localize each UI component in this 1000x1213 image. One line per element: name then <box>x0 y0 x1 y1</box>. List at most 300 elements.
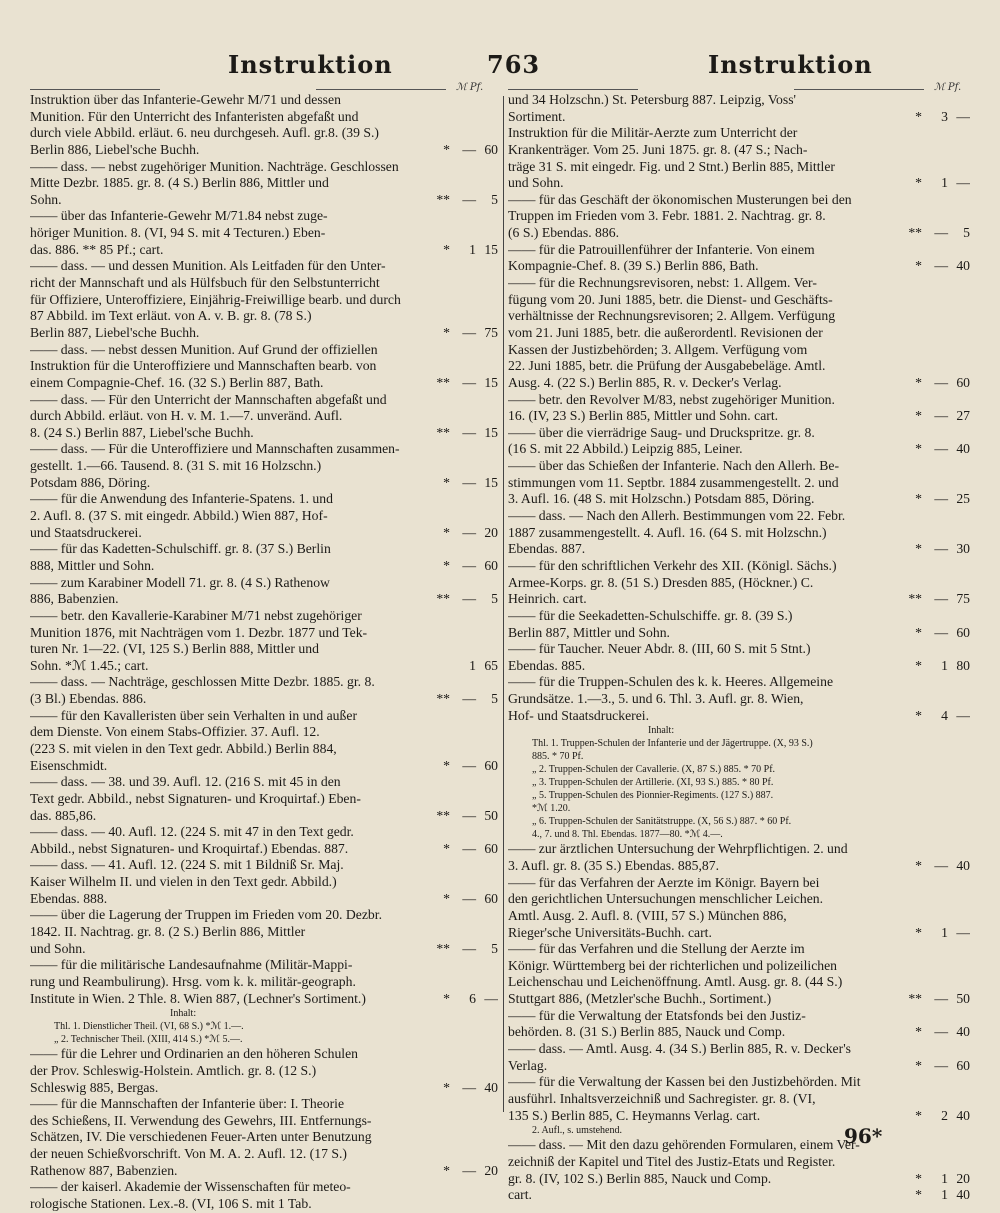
price-mark: * <box>443 474 450 490</box>
price-mark: ** <box>436 374 450 390</box>
entry-text: —— für Taucher. Neuer Abdr. 8. (III, 60 S. mit 5 Stnt.) <box>508 641 811 657</box>
entry-line <box>30 674 498 691</box>
entry-text: —— über das Schießen der Infanterie. Nach den Allerh. Be- <box>508 458 840 474</box>
entry-line <box>508 1024 970 1041</box>
entry-text: ausführl. Inhaltsverzeichniß und Sachregister. gr. 8. (VI, <box>508 1090 816 1106</box>
price-mark-amount: — <box>934 1024 948 1040</box>
entry-line <box>30 491 498 508</box>
entry-text: 22. Juni 1885, betr. die Prüfung der Ausgabebeläge. Amtl. <box>508 358 826 374</box>
price-mark-amount: — <box>934 991 948 1007</box>
entry-line <box>508 875 970 892</box>
entry-text: Instruktion für die Militär-Aerzte zum Unterricht der <box>508 125 798 141</box>
entry-text: und Sohn. <box>30 940 86 956</box>
entry-text: —— dass. — 40. Aufl. 12. (224 S. mit 47 in den Text gedr. <box>30 824 354 840</box>
entry-text: fügung vom 20. Juni 1885, betr. die Dienst- und Geschäfts- <box>508 291 833 307</box>
entry-line <box>508 789 970 802</box>
entry-line <box>508 708 970 725</box>
price-pfennig: 60 <box>484 890 498 906</box>
entry-line <box>30 1196 498 1213</box>
price-mark: ** <box>908 591 922 607</box>
entry-text: zeichniß der Kapitel und Titel des Justiz-Etats und Register. <box>508 1153 836 1169</box>
price-pfennig: — <box>956 707 970 723</box>
price-mark: * <box>915 108 922 124</box>
entry-line <box>508 591 970 608</box>
price-mark: * <box>915 408 922 424</box>
entry-text: dem Dienste. Von einem Stabs-Offizier. 37. Aufl. 12. <box>30 724 320 740</box>
entry-text: 16. (IV, 23 S.) Berlin 885, Mittler und Sohn. cart. <box>508 408 779 424</box>
entry-text: „ 3. Truppen-Schulen der Artillerie. (XI, 93 S.) 885. * 80 Pf. <box>532 777 774 789</box>
entry-line <box>30 358 498 375</box>
entry-text: Kompagnie-Chef. 8. (39 S.) Berlin 886, Bath. <box>508 258 759 274</box>
entry-text: —— zur ärztlichen Untersuchung der Wehrpflichtigen. 2. und <box>508 841 848 857</box>
price-mark-amount: — <box>934 374 948 390</box>
entry-line <box>508 1187 970 1204</box>
entry-text: —— für die Anwendung des Infanterie-Spatens. 1. und <box>30 491 333 507</box>
left-running-head: Instruktion <box>228 50 393 79</box>
entry-line <box>508 541 970 558</box>
left-column <box>30 92 498 1213</box>
entry-line <box>508 776 970 789</box>
entry-text: gr. 8. (IV, 102 S.) Berlin 885, Nauck und Comp. <box>508 1170 772 1186</box>
entry-text: Königr. Württemberg bei der richterlichen und polizeilichen <box>508 957 838 973</box>
price-pfennig: 60 <box>484 757 498 773</box>
entry-text: —— für das Verfahren der Aerzte im Königr. Bayern bei <box>508 874 820 890</box>
price-pfennig: 60 <box>956 374 970 390</box>
price-mark-amount: 4 <box>941 707 948 723</box>
entry-text: Ebendas. 887. <box>508 541 586 557</box>
entry-text: den gerichtlichen Untersuchungen menschlicher Leichen. <box>508 891 824 907</box>
entry-text: —— über die Lagerung der Truppen im Frieden vom 20. Dezbr. <box>30 907 383 923</box>
price-pfennig: 15 <box>484 241 498 257</box>
price-pfennig: — <box>956 108 970 124</box>
price-mark: * <box>915 1107 922 1123</box>
price-pfennig: 15 <box>484 474 498 490</box>
entry-line <box>508 1041 970 1058</box>
price-mark: * <box>915 924 922 940</box>
entry-text: —— betr. den Kavallerie-Karabiner M/71 nebst zugehöriger <box>30 607 362 623</box>
entry-line <box>508 525 970 542</box>
entry-line <box>30 308 498 325</box>
price-mark-amount: — <box>934 258 948 274</box>
entry-line <box>30 1020 498 1033</box>
entry-text: turen Nr. 1—22. (VI, 125 S.) Berlin 888, Mittler und <box>30 641 319 657</box>
entry-line <box>508 1008 970 1025</box>
entry-line <box>30 1179 498 1196</box>
entry-line <box>508 763 970 776</box>
price-mark: ** <box>436 940 450 956</box>
entry-text: —— für die Truppen-Schulen des k. k. Heeres. Allgemeine <box>508 674 834 690</box>
entry-text: und Staatsdruckerei. <box>30 524 142 540</box>
price-pfennig: 60 <box>956 624 970 640</box>
entry-line <box>30 292 498 309</box>
price-pfennig: 40 <box>956 258 970 274</box>
price-mark-amount: — <box>462 474 476 490</box>
entry-line <box>508 125 970 142</box>
price-mark: * <box>915 175 922 191</box>
price-pfennig: — <box>956 924 970 940</box>
entry-line <box>30 541 498 558</box>
price-mark: * <box>443 1162 450 1178</box>
entry-line <box>30 941 498 958</box>
entry-line <box>508 658 970 675</box>
entry-text: Schätzen, IV. Die verschiedenen Feuer-Arten unter Benutzung <box>30 1129 372 1145</box>
price-pfennig: 25 <box>956 491 970 507</box>
price-mark: * <box>915 1170 922 1186</box>
price-pfennig: 40 <box>956 441 970 457</box>
price-mark-amount: — <box>934 857 948 873</box>
entry-line <box>508 1108 970 1125</box>
entry-line <box>508 1124 970 1137</box>
entry-text: und 34 Holzschn.) St. Petersburg 887. Leipzig, Voss' <box>508 92 796 107</box>
entry-text: „ 2. Truppen-Schulen der Cavallerie. (X, 87 S.) 885. * 70 Pf. <box>532 764 776 776</box>
entry-text: —— für die Rechnungsrevisoren, nebst: 1. Allgem. Ver- <box>508 275 817 291</box>
entry-line <box>30 691 498 708</box>
entry-text: —— dass. — Für die Unteroffiziere und Mannschaften zusammen- <box>30 441 400 457</box>
entry-line <box>30 591 498 608</box>
price-mark: * <box>915 1187 922 1203</box>
price-pfennig: 5 <box>963 225 970 241</box>
entry-text: „ 6. Truppen-Schulen der Sanitätstruppe. (X, 56 S.) 887. * 60 Pf. <box>532 816 792 828</box>
entry-line <box>508 828 970 841</box>
entry-text: —— dass. — Nachträge, geschlossen Mitte Dezbr. 1885. gr. 8. <box>30 674 375 690</box>
entry-text: Mitte Dezbr. 1885. gr. 8. (4 S.) Berlin 886, Mittler und <box>30 175 329 191</box>
price-pfennig: 50 <box>484 807 498 823</box>
entry-text: Sortiment. <box>508 108 566 124</box>
price-mark-amount: — <box>462 424 476 440</box>
entry-text: Abbild., nebst Signaturen- und Kroquirtaf.) Ebendas. 887. <box>30 840 349 856</box>
price-pfennig: 5 <box>491 191 498 207</box>
page-number: 763 <box>487 50 541 79</box>
price-mark-amount: — <box>934 624 948 640</box>
entry-text: höriger Munition. 8. (VI, 94 S. mit 4 Tecturen.) Eben- <box>30 225 326 241</box>
entry-line <box>30 1129 498 1146</box>
right-currency-header: ℳ Pf. <box>934 82 962 93</box>
entry-text: —— über die vierrädrige Saug- und Druckspritze. gr. 8. <box>508 424 815 440</box>
entry-text: —— dass. — Nach den Allerh. Bestimmungen vom 22. Febr. <box>508 508 846 524</box>
entry-text: und Sohn. <box>508 175 564 191</box>
price-mark-amount: 1 <box>941 175 948 191</box>
entry-text: Hof- und Staatsdruckerei. <box>508 707 650 723</box>
entry-text: verhältnisse der Rechnungsrevisoren; 2. Allgem. Verfügung <box>508 308 836 324</box>
entry-text: (16 S. mit 22 Abbild.) Leipzig 885, Leiner. <box>508 441 743 457</box>
entry-line <box>30 242 498 259</box>
entry-text: 2. Aufl., s. umstehend. <box>532 1125 622 1137</box>
entry-line <box>30 1063 498 1080</box>
entry-line <box>30 142 498 159</box>
entry-line <box>508 308 970 325</box>
entry-text: richt der Mannschaft und als Hülfsbuch für den Selbstunterricht <box>30 275 380 291</box>
entry-text: —— für die Verwaltung der Kassen bei den Justizbehörden. Mit <box>508 1074 861 1090</box>
entry-text: 1887 zusammengestellt. 4. Aufl. 16. (64 S. mit Holzschn.) <box>508 524 827 540</box>
entry-text: „ 2. Technischer Theil. (XIII, 414 S.) *ℳ 5.—. <box>54 1034 243 1046</box>
entry-line <box>508 674 970 691</box>
entry-line <box>30 159 498 176</box>
entry-line <box>508 475 970 492</box>
entry-line <box>508 1091 970 1108</box>
entry-text: —— für das Verfahren und die Stellung der Aerzte im <box>508 941 805 957</box>
entry-line <box>508 991 970 1008</box>
entry-line <box>508 92 970 109</box>
entry-text: (6 S.) Ebendas. 886. <box>508 225 620 241</box>
price-mark: * <box>443 990 450 1006</box>
price-pfennig: 75 <box>484 324 498 340</box>
price-mark: ** <box>436 691 450 707</box>
price-mark-amount: — <box>462 757 476 773</box>
price-pfennig: 40 <box>956 1024 970 1040</box>
price-mark-amount: — <box>462 691 476 707</box>
entry-text: —— über das Infanterie-Gewehr M/71.84 nebst zuge- <box>30 208 328 224</box>
entry-text: —— dass. — 41. Aufl. 12. (224 S. mit 1 Bildniß Sr. Maj. <box>30 857 344 873</box>
price-mark-amount: — <box>934 541 948 557</box>
entry-line <box>30 258 498 275</box>
price-mark-amount: — <box>462 324 476 340</box>
entry-text: Armee-Korps. gr. 8. (51 S.) Dresden 885, (Höckner.) C. <box>508 574 814 590</box>
entry-line <box>30 425 498 442</box>
entry-text: —— für die Lehrer und Ordinarien an den höheren Schulen <box>30 1046 359 1062</box>
entry-text: Sohn. <box>30 191 62 207</box>
price-mark: * <box>915 374 922 390</box>
entry-text: Kassen der Justizbehörden; 3. Allgem. Verfügung vom <box>508 341 808 357</box>
entry-line <box>30 1080 498 1097</box>
price-mark: * <box>915 857 922 873</box>
price-mark-amount: — <box>462 557 476 573</box>
price-mark: * <box>915 657 922 673</box>
entry-text: 885. * 70 Pf. <box>532 751 584 763</box>
price-pfennig: — <box>484 990 498 1006</box>
price-pfennig: 20 <box>484 1162 498 1178</box>
entry-line <box>508 750 970 763</box>
entry-line <box>30 475 498 492</box>
price-mark-amount: — <box>462 374 476 390</box>
entry-text: *ℳ 1.20. <box>532 803 571 815</box>
entry-text: —— dass. — 38. und 39. Aufl. 12. (216 S. mit 45 in den <box>30 774 341 790</box>
header-rule <box>508 89 638 90</box>
entry-text: Rathenow 887, Babenzien. <box>30 1162 178 1178</box>
price-pfennig: 30 <box>956 541 970 557</box>
price-mark: * <box>443 840 450 856</box>
entry-text: Thl. 1. Dienstlicher Theil. (VI, 68 S.) *ℳ 1.—. <box>54 1021 244 1033</box>
entry-line <box>30 874 498 891</box>
entry-text: 1842. II. Nachtrag. gr. 8. (2 S.) Berlin 886, Mittler <box>30 924 306 940</box>
entry-text: 135 S.) Berlin 885, C. Heymanns Verlag. cart. <box>508 1107 761 1123</box>
entry-text: Ausg. 4. (22 S.) Berlin 885, R. v. Decker's Verlag. <box>508 374 782 390</box>
entry-text: Berlin 886, Liebel'sche Buchh. <box>30 141 200 157</box>
entry-text: das. 886. ** 85 Pf.; cart. <box>30 241 164 257</box>
entry-line <box>508 641 970 658</box>
entry-line <box>30 208 498 225</box>
entry-line <box>30 1007 498 1020</box>
entry-text: —— für das Geschäft der ökonomischen Musterungen bei den <box>508 191 852 207</box>
price-pfennig: 75 <box>956 591 970 607</box>
entry-line <box>508 974 970 991</box>
entry-line <box>508 841 970 858</box>
entry-text: 888, Mittler und Sohn. <box>30 557 155 573</box>
entry-text: Potsdam 886, Döring. <box>30 474 151 490</box>
entry-text: rung und Reambulirung). Hrsg. vom k. k. militär-geograph. <box>30 973 356 989</box>
entry-line <box>30 758 498 775</box>
header-rule <box>794 89 924 90</box>
entry-text: Leichenschau und Leichenöffnung. Amtl. Ausg. gr. 8. (44 S.) <box>508 974 843 990</box>
entry-text: 87 Abbild. im Text erläut. von A. v. B. gr. 8. (78 S.) <box>30 308 312 324</box>
entry-text: 4., 7. und 8. Thl. Ebendas. 1877—80. *ℳ 4.—. <box>532 829 723 841</box>
entry-line <box>508 375 970 392</box>
price-pfennig: 60 <box>484 840 498 856</box>
price-mark-amount: — <box>934 225 948 241</box>
entry-line <box>30 1096 498 1113</box>
entry-text: Rieger'sche Universitäts-Buchh. cart. <box>508 924 712 940</box>
entry-line <box>508 941 970 958</box>
price-mark-amount: 1 <box>469 241 476 257</box>
entry-text: —— für die Verwaltung der Etatsfonds bei den Justiz- <box>508 1007 806 1023</box>
entry-text: 2. Aufl. 8. (37 S. mit eingedr. Abbild.) Wien 887, Hof- <box>30 508 328 524</box>
price-mark-amount: 1 <box>941 1187 948 1203</box>
entry-text: Ebendas. 888. <box>30 890 108 906</box>
price-pfennig: 20 <box>484 524 498 540</box>
price-mark-amount: — <box>462 840 476 856</box>
entry-line <box>508 242 970 259</box>
entry-text: des Schießens, II. Verwendung des Gewehrs, III. Entfernungs- <box>30 1112 372 1128</box>
entry-line <box>508 1171 970 1188</box>
entry-text: —— für das Kadetten-Schulschiff. gr. 8. (37 S.) Berlin <box>30 541 331 557</box>
entry-line <box>508 858 970 875</box>
price-pfennig: 40 <box>484 1079 498 1095</box>
entry-line <box>508 275 970 292</box>
entry-text: —— dass. — Für den Unterricht der Mannschaften abgefaßt und <box>30 391 387 407</box>
entry-line <box>508 737 970 750</box>
entry-text: Schleswig 885, Bergas. <box>30 1079 159 1095</box>
price-pfennig: 40 <box>956 857 970 873</box>
entry-text: Munition 1876, mit Nachträgen vom 1. Dezbr. 1877 und Tek- <box>30 624 368 640</box>
entry-line <box>30 575 498 592</box>
entry-text: —— zum Karabiner Modell 71. gr. 8. (4 S.) Rathenow <box>30 574 330 590</box>
entry-line <box>30 658 498 675</box>
entry-line <box>30 1033 498 1046</box>
entry-line <box>508 225 970 242</box>
left-currency-header: ℳ Pf. <box>456 82 484 93</box>
entry-text: —— für den Kavalleristen über sein Verhalten in und außer <box>30 707 358 723</box>
entry-text: —— dass. — und dessen Munition. Als Leitfaden für den Unter- <box>30 258 386 274</box>
price-mark-amount: — <box>462 940 476 956</box>
price-mark-amount: — <box>934 408 948 424</box>
entry-text: das. 885,86. <box>30 807 97 823</box>
entry-text: Instruktion für die Unteroffiziere und Mannschaften bearb. von <box>30 358 377 374</box>
price-mark: * <box>915 624 922 640</box>
price-pfennig: — <box>956 175 970 191</box>
entry-line <box>30 791 498 808</box>
entry-line <box>30 275 498 292</box>
entry-line <box>508 558 970 575</box>
entry-line <box>30 974 498 991</box>
entry-line <box>30 824 498 841</box>
price-mark: ** <box>436 424 450 440</box>
entry-line <box>30 774 498 791</box>
price-mark: * <box>915 1024 922 1040</box>
price-pfennig: 60 <box>484 557 498 573</box>
entry-text: Amtl. Ausg. 2. Aufl. 8. (VIII, 57 S.) München 886, <box>508 907 787 923</box>
entry-line <box>508 325 970 342</box>
entry-text: Krankenträger. Vom 25. Juni 1875. gr. 8. (47 S.; Nach- <box>508 141 808 157</box>
entry-text: Berlin 887, Liebel'sche Buchh. <box>30 324 200 340</box>
entry-line <box>30 708 498 725</box>
entry-text: —— dass. — Amtl. Ausg. 4. (34 S.) Berlin 885, R. v. Decker's <box>508 1041 851 1057</box>
entry-line <box>30 392 498 409</box>
entry-text: Ebendas. 885. <box>508 657 586 673</box>
price-mark: ** <box>436 191 450 207</box>
entry-line <box>30 1046 498 1063</box>
entry-line <box>30 857 498 874</box>
entry-line <box>30 175 498 192</box>
price-pfennig: 15 <box>484 374 498 390</box>
entry-line <box>30 408 498 425</box>
entry-line <box>30 441 498 458</box>
price-mark: * <box>443 1079 450 1095</box>
entry-text: Truppen im Frieden vom 3. Febr. 1881. 2. Nachtrag. gr. 8. <box>508 208 826 224</box>
entry-line <box>30 741 498 758</box>
price-pfennig: 65 <box>484 657 498 673</box>
entry-text: —— dass. — nebst zugehöriger Munition. Nachträge. Geschlossen <box>30 158 399 174</box>
price-mark-amount: — <box>934 1057 948 1073</box>
price-mark-amount: — <box>462 807 476 823</box>
entry-text: Instruktion über das Infanterie-Gewehr M/71 und dessen <box>30 92 341 107</box>
entry-line <box>508 958 970 975</box>
entry-text: Verlag. <box>508 1057 548 1073</box>
entry-line <box>508 625 970 642</box>
price-mark-amount: 1 <box>469 657 476 673</box>
price-pfennig: 20 <box>956 1170 970 1186</box>
entry-text: (3 Bl.) Ebendas. 886. <box>30 691 147 707</box>
entry-line <box>30 724 498 741</box>
entry-text: 8. (24 S.) Berlin 887, Liebel'sche Buchh. <box>30 424 254 440</box>
price-mark-amount: — <box>934 441 948 457</box>
entry-line <box>508 458 970 475</box>
entry-line <box>508 908 970 925</box>
entry-line <box>508 358 970 375</box>
entry-text: —— für die Patrouillenführer der Infanterie. Von einem <box>508 241 815 257</box>
price-mark-amount: — <box>462 191 476 207</box>
entry-text: durch viele Abbild. erläut. 6. neu durchgeseh. Aufl. gr.8. (39 S.) <box>30 125 379 141</box>
entry-line <box>30 92 498 109</box>
entry-line <box>30 957 498 974</box>
price-mark-amount: 1 <box>941 657 948 673</box>
entry-line <box>508 491 970 508</box>
entry-text: für Offiziere, Unteroffiziere, Einjährig-Freiwillige bearb. und durch <box>30 291 401 307</box>
entry-line <box>508 441 970 458</box>
entry-line <box>30 1113 498 1130</box>
entry-text: durch Abbild. erläut. von H. v. M. 1.—7. unveränd. Aufl. <box>30 408 343 424</box>
entry-text: Grundsätze. 1.—3., 5. und 6. Thl. 3. Aufl. gr. 8. Wien, <box>508 691 804 707</box>
entry-line <box>508 802 970 815</box>
price-mark-amount: — <box>934 491 948 507</box>
price-mark: * <box>915 541 922 557</box>
entry-line <box>508 1058 970 1075</box>
price-pfennig: 60 <box>484 141 498 157</box>
entry-text: stimmungen vom 11. Septbr. 1884 zusammengestellt. 2. und <box>508 474 839 490</box>
entry-line <box>30 641 498 658</box>
price-pfennig: 60 <box>956 1057 970 1073</box>
entry-line <box>30 109 498 126</box>
entry-line <box>30 808 498 825</box>
entry-line <box>508 392 970 409</box>
price-mark-amount: — <box>462 890 476 906</box>
price-mark: ** <box>436 807 450 823</box>
entry-text: (223 S. mit vielen in den Text gedr. Abbild.) Berlin 884, <box>30 740 337 756</box>
price-mark-amount: 1 <box>941 924 948 940</box>
header-rule <box>316 89 446 90</box>
entry-line <box>508 425 970 442</box>
entry-text: —— für die Seekadetten-Schulschiffe. gr. 8. (39 S.) <box>508 607 793 623</box>
entry-text: behörden. 8. (31 S.) Berlin 885, Nauck und Comp. <box>508 1024 786 1040</box>
entry-text: Inhalt: <box>648 725 675 737</box>
